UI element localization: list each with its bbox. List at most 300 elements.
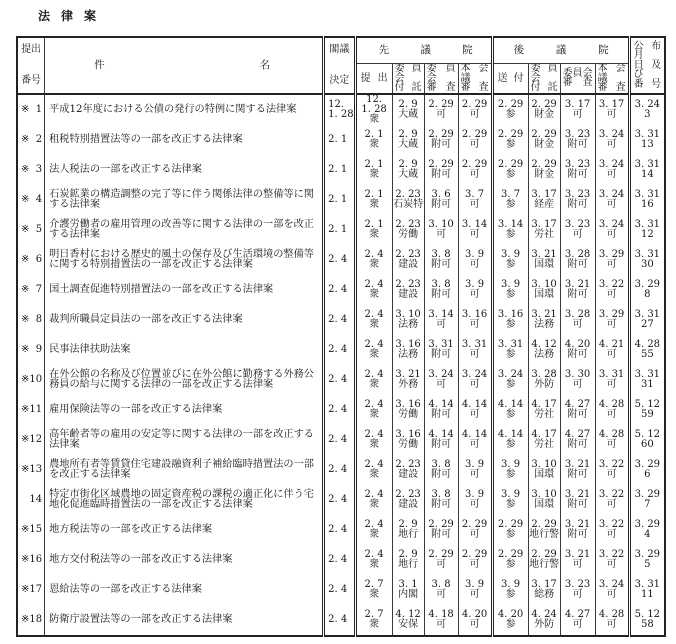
submission-mark: ※: [21, 523, 30, 535]
first-house-plenary-review-line: 4. 14: [461, 429, 488, 441]
bill-name: 地方税法等の一部を改正する法律案: [49, 523, 213, 535]
second-house-committee-review: [560, 515, 595, 545]
first-house-committee-referral-line: 建設: [398, 258, 419, 270]
cabinet-decision-line: 2. 4: [328, 403, 348, 415]
first-house-plenary-review-line: 可: [469, 198, 480, 210]
bill-row: [17, 455, 665, 485]
second-house-committee-review-line: 可: [572, 558, 583, 570]
promulgation-date-number-line: 3. 29: [634, 279, 661, 291]
second-house-committee-review-line: 附可: [567, 348, 588, 360]
second-house-committee-referral-line: 4. 17: [531, 429, 557, 441]
first-house-submitted-line: 2. 1: [364, 219, 384, 231]
second-house-committee-referral-line: 2. 29: [531, 159, 557, 171]
promulgation-date-number-line: 31: [640, 378, 654, 390]
first-house-committee-review-line: 3. 31: [428, 339, 454, 351]
second-house-committee-review-line: 可: [572, 228, 583, 240]
document-title: 法律案: [38, 9, 96, 23]
bill-row: [17, 245, 665, 275]
cabinet-decision: [324, 425, 355, 455]
first-house-committee-referral-line: 地行: [398, 558, 419, 570]
second-house-sent: [492, 335, 528, 365]
bill-number-cell: [17, 94, 45, 125]
first-house-committee-review: [424, 245, 458, 275]
submission-mark: ※: [21, 313, 30, 325]
second-house-plenary-review: [595, 245, 629, 275]
second-house-sent: [492, 125, 528, 155]
second-house-committee-referral: [528, 335, 560, 365]
first-house-submitted: [355, 94, 392, 125]
first-house-committee-review-line: 附可: [431, 468, 452, 480]
bill-row: [17, 425, 665, 455]
first-house-committee-referral-line: 3. 16: [395, 339, 421, 351]
first-house-committee-referral-line: 2. 23: [395, 219, 421, 231]
submission-mark: ※: [21, 163, 30, 175]
submission-number: 10: [29, 373, 43, 385]
promulgation-date-number: [629, 485, 665, 515]
cabinet-decision-line: 2. 4: [328, 583, 348, 595]
header-second-committee-referral-line1: 委員会: [530, 63, 558, 84]
first-house-submitted-line: 衆: [369, 228, 380, 240]
first-house-committee-review-line: 2. 29: [428, 159, 454, 171]
second-house-committee-referral-line: 2. 29: [531, 129, 557, 141]
second-house-sent-line: 参: [505, 618, 516, 630]
second-house-committee-review: [560, 94, 595, 125]
first-house-submitted-line: 衆: [369, 318, 380, 330]
promulgation-date-number-line: 55: [640, 348, 654, 360]
first-house-committee-referral-line: 3. 1: [398, 579, 418, 591]
second-house-committee-review-line: 3. 21: [564, 459, 591, 471]
bill-row: [17, 335, 665, 365]
second-house-plenary-review-line: 4. 28: [598, 399, 625, 411]
bill-number-cell: [17, 275, 45, 305]
second-house-committee-review-line: 4. 27: [564, 609, 591, 621]
header-second-sent: [492, 64, 528, 94]
bill-number: [21, 255, 42, 265]
submission-number: 5: [35, 223, 43, 235]
second-house-committee-referral-line: 財金: [534, 168, 555, 180]
second-house-plenary-review: [595, 215, 629, 245]
submission-mark: ※: [21, 583, 30, 595]
second-house-plenary-review-line: 4. 21: [598, 339, 625, 351]
second-house-plenary-review-line: 可: [606, 498, 617, 510]
second-house-committee-review-line: 3. 21: [564, 549, 591, 561]
promulgation-date-number-line: 5. 12: [634, 609, 661, 621]
second-house-committee-referral-line: 3. 28: [531, 369, 557, 381]
bill-name-cell: [45, 455, 324, 485]
second-house-sent-line: 参: [505, 468, 516, 480]
promulgation-date-number-line: 3. 31: [634, 579, 661, 591]
first-house-plenary-review-line: 3. 31: [461, 339, 488, 351]
second-house-plenary-review-line: 可: [606, 258, 617, 270]
bill-number-cell: [17, 545, 45, 575]
bill-number-cell: [17, 305, 45, 335]
promulgation-date-number-line: 5: [644, 558, 651, 570]
cabinet-decision: [324, 365, 355, 395]
second-house-sent-line: 4. 20: [497, 609, 524, 621]
first-house-committee-review-line: 可: [436, 108, 447, 120]
second-house-committee-review-line: 3. 23: [564, 159, 591, 171]
cabinet-decision-line: 2. 4: [328, 463, 348, 475]
cabinet-decision-line: 2. 4: [328, 253, 348, 265]
first-house-committee-review-line: 附可: [431, 438, 452, 450]
first-house-committee-referral-line: 4. 12: [395, 609, 421, 621]
second-house-plenary-review-line: 可: [606, 318, 617, 330]
first-house-committee-review-line: 3. 8: [431, 489, 451, 501]
promulgation-date-number-line: 12: [640, 228, 654, 240]
second-house-committee-referral-line: 法務: [534, 318, 555, 330]
second-house-plenary-review: [595, 425, 629, 455]
cabinet-decision: [324, 545, 355, 575]
second-house-committee-referral: [528, 575, 560, 605]
bill-number-cell: [17, 365, 45, 395]
bill-name: 防衛庁設置法等の一部を改正する法律案: [49, 613, 233, 625]
first-house-submitted-line: 2. 7: [364, 579, 384, 591]
bill-row: [17, 155, 665, 185]
bill-name-cell: [45, 395, 324, 425]
second-house-committee-referral-line: 3. 17: [531, 189, 557, 201]
second-house-plenary-review: [595, 605, 629, 636]
first-house-committee-referral-line: 建設: [398, 498, 419, 510]
first-house-plenary-review: [458, 395, 492, 425]
first-house-committee-referral-line: 大蔵: [398, 168, 419, 180]
bill-number-cell: [17, 425, 45, 455]
cabinet-decision-line: 2. 4: [328, 613, 348, 625]
first-house-submitted: [355, 425, 392, 455]
cabinet-decision: [324, 455, 355, 485]
second-house-committee-referral-line: 労社: [534, 228, 555, 240]
header-cabinet-line2: 決定: [329, 74, 350, 86]
promulgation-date-number-line: 3: [644, 108, 651, 120]
cabinet-decision: [324, 94, 355, 125]
second-house-committee-referral-line: 国環: [534, 498, 555, 510]
bill-name-cell: [45, 275, 324, 305]
first-house-plenary-review-line: 3. 16: [461, 309, 488, 321]
first-house-submitted-line: 2. 4: [364, 279, 384, 291]
first-house-committee-referral-line: 2. 9: [398, 129, 418, 141]
first-house-plenary-review-line: 可: [469, 138, 480, 150]
second-house-committee-review: [560, 365, 595, 395]
second-house-committee-review-line: 3. 23: [564, 129, 591, 141]
header-second-committee-referral-line2: 付託: [530, 82, 558, 94]
promulgation-date-number: [629, 455, 665, 485]
bill-name: 雇用保険法等の一部を改正する法律案: [49, 403, 223, 415]
bill-name: 介護労働者の雇用管理の改善等に関する法律の一部を改正する法律案: [49, 218, 314, 240]
second-house-sent-line: 3. 31: [497, 339, 524, 351]
first-house-committee-referral: [392, 425, 424, 455]
first-house-submitted-line: 2. 1: [364, 189, 384, 201]
second-house-committee-review-line: 附可: [567, 498, 588, 510]
first-house-committee-referral: [392, 275, 424, 305]
first-house-submitted: [355, 335, 392, 365]
second-house-committee-referral: [528, 485, 560, 515]
bill-number-cell: [17, 455, 45, 485]
second-house-committee-review: [560, 425, 595, 455]
second-house-committee-review-line: 3. 28: [564, 249, 591, 261]
header-bill-name: [45, 37, 324, 94]
bill-number: [21, 615, 42, 625]
first-house-plenary-review-line: 3. 9: [465, 279, 485, 291]
first-house-committee-review-line: 可: [436, 228, 447, 240]
first-house-plenary-review: [458, 455, 492, 485]
first-house-submitted-line: 2. 4: [364, 369, 384, 381]
promulgation-date-number-line: 3. 31: [634, 309, 661, 321]
submission-number: 9: [35, 343, 43, 355]
second-house-plenary-review-line: 4. 28: [598, 609, 625, 621]
second-house-committee-review-line: 可: [572, 108, 583, 120]
first-house-committee-referral-line: 労働: [398, 228, 419, 240]
second-house-committee-review-line: 附可: [567, 258, 588, 270]
first-house-submitted-line: 2. 4: [364, 549, 384, 561]
first-house-plenary-review: [458, 605, 492, 636]
promulgation-date-number-line: 5. 12: [634, 399, 661, 411]
first-house-submitted: [355, 605, 392, 636]
first-house-submitted: [355, 365, 392, 395]
second-house-sent-line: 参: [505, 588, 516, 600]
second-house-sent-line: 参: [505, 108, 516, 120]
first-house-submitted: [355, 215, 392, 245]
promulgation-date-number: [629, 515, 665, 545]
first-house-plenary-review-line: 可: [469, 588, 480, 600]
promulgation-date-number: [629, 365, 665, 395]
second-house-plenary-review-line: 3. 22: [598, 519, 625, 531]
bill-number: [21, 135, 42, 145]
first-house-plenary-review-line: 4. 20: [461, 609, 488, 621]
promulgation-date-number-line: 14: [640, 168, 654, 180]
submission-number: 12: [29, 433, 43, 445]
second-house-plenary-review-line: 可: [606, 288, 617, 300]
second-house-committee-review: [560, 395, 595, 425]
bill-name: 石炭鉱業の構造調整の完了等に伴う関係法律の整備等に関する法律案: [49, 188, 314, 210]
bill-name: 民事法律扶助法案: [49, 343, 131, 355]
first-house-committee-review-line: 可: [436, 588, 447, 600]
bill-number: [21, 105, 42, 115]
second-house-committee-review-line: 附可: [567, 528, 588, 540]
first-house-plenary-review: [458, 425, 492, 455]
first-house-plenary-review-line: 可: [469, 558, 480, 570]
second-house-plenary-review: [595, 395, 629, 425]
submission-number: 15: [29, 523, 43, 535]
second-house-sent: [492, 515, 528, 545]
second-house-committee-referral-line: 労社: [534, 408, 555, 420]
bill-number: [21, 285, 42, 295]
second-house-committee-referral-line: 地行警: [529, 528, 560, 540]
bill-name-cell: [45, 185, 324, 215]
bill-name: 裁判所職員定員法の一部を改正する法律案: [49, 313, 243, 325]
second-house-committee-review-line: 3. 23: [564, 219, 591, 231]
first-house-submitted: [355, 275, 392, 305]
second-house-committee-review-line: 4. 27: [564, 429, 591, 441]
second-house-sent-line: 3. 24: [497, 369, 524, 381]
second-house-committee-referral-line: 3. 17: [531, 219, 557, 231]
first-house-plenary-review-line: 可: [469, 168, 480, 180]
second-house-sent-line: 3. 9: [501, 489, 521, 501]
header-second-committee-review-line2: 審査: [562, 77, 593, 89]
first-house-plenary-review-line: 可: [469, 258, 480, 270]
bill-row: [17, 94, 665, 125]
cabinet-decision-line: 2. 4: [328, 343, 348, 355]
first-house-committee-referral-line: 2. 23: [395, 459, 421, 471]
cabinet-decision: [324, 275, 355, 305]
first-house-committee-referral: [392, 605, 424, 636]
second-house-sent: [492, 455, 528, 485]
second-house-sent-line: 3. 7: [501, 189, 521, 201]
first-house-submitted: [355, 305, 392, 335]
bill-row: [17, 125, 665, 155]
first-house-submitted-line: 2. 4: [364, 339, 384, 351]
second-house-committee-referral-line: 外防: [534, 378, 555, 390]
second-house-committee-review-line: 可: [572, 588, 583, 600]
submission-number: 8: [35, 313, 43, 325]
first-house-plenary-review-line: 2. 29: [461, 519, 488, 531]
second-house-plenary-review-line: 可: [606, 438, 617, 450]
first-house-committee-review-line: 附可: [431, 528, 452, 540]
second-house-committee-referral: [528, 605, 560, 636]
first-house-committee-review-line: 附可: [431, 198, 452, 210]
first-house-committee-referral-line: 2. 9: [398, 549, 418, 561]
first-house-submitted: [355, 485, 392, 515]
first-house-committee-referral-line: 地行: [398, 528, 419, 540]
second-house-committee-review-line: 附可: [567, 168, 588, 180]
bill-row: [17, 275, 665, 305]
submission-number: 14: [29, 493, 43, 505]
first-house-plenary-review-line: 3. 9: [465, 579, 485, 591]
first-house-committee-referral-line: 2. 9: [398, 99, 418, 111]
second-house-sent-line: 参: [505, 408, 516, 420]
second-house-committee-referral: [528, 515, 560, 545]
first-house-committee-review-line: 附可: [431, 498, 452, 510]
second-house-sent-line: 参: [505, 198, 516, 210]
promulgation-date-number-line: 3. 31: [634, 219, 661, 231]
promulgation-date-number-line: 3. 31: [634, 129, 661, 141]
first-house-committee-review: [424, 365, 458, 395]
first-house-committee-referral: [392, 455, 424, 485]
first-house-committee-review-line: 3. 8: [431, 459, 451, 471]
first-house-committee-referral: [392, 395, 424, 425]
bill-name-cell: [45, 515, 324, 545]
promulgation-date-number-line: 3. 29: [634, 519, 661, 531]
second-house-plenary-review: [595, 455, 629, 485]
submission-number: 2: [35, 133, 43, 145]
promulgation-date-number-line: 3. 29: [634, 549, 661, 561]
first-house-committee-review-line: 附可: [431, 408, 452, 420]
submission-mark: ※: [21, 223, 30, 235]
bill-number-cell: [17, 395, 45, 425]
bill-row: [17, 365, 665, 395]
second-house-committee-referral: [528, 94, 560, 125]
bill-row: [17, 515, 665, 545]
first-house-committee-review-line: 2. 29: [428, 519, 454, 531]
second-house-committee-review-line: 附可: [567, 288, 588, 300]
second-house-committee-review-line: 3. 17: [564, 99, 591, 111]
second-house-plenary-review: [595, 275, 629, 305]
cabinet-decision: [324, 245, 355, 275]
second-house-committee-referral-line: 4. 12: [531, 339, 557, 351]
second-house-committee-review-line: 3. 23: [564, 189, 591, 201]
second-house-sent-line: 参: [505, 348, 516, 360]
first-house-submitted-line: 2. 4: [364, 249, 384, 261]
first-house-plenary-review-line: 3. 9: [465, 249, 485, 261]
second-house-plenary-review-line: 可: [606, 348, 617, 360]
first-house-committee-referral: [392, 155, 424, 185]
second-house-plenary-review: [595, 545, 629, 575]
submission-mark: ※: [21, 283, 30, 295]
second-house-plenary-review-line: 可: [606, 408, 617, 420]
cabinet-decision: [324, 605, 355, 636]
second-house-sent-line: 3. 16: [497, 309, 524, 321]
cabinet-decision: [324, 155, 355, 185]
first-house-plenary-review-line: 3. 9: [465, 459, 485, 471]
table-header: [17, 37, 665, 94]
second-house-committee-review-line: 4. 20: [564, 339, 591, 351]
second-house-committee-referral-line: 労社: [534, 438, 555, 450]
second-house-sent-line: 参: [505, 318, 516, 330]
bill-name-cell: [45, 365, 324, 395]
cabinet-decision-line: 2. 4: [328, 313, 348, 325]
first-house-submitted-line: 衆: [369, 588, 380, 600]
first-house-committee-referral: [392, 545, 424, 575]
submission-mark: ※: [21, 553, 30, 565]
bill-number: [21, 435, 42, 445]
second-house-committee-review: [560, 335, 595, 365]
first-house-committee-review-line: 4. 14: [428, 399, 454, 411]
bill-name: 農地所有者等賃貸住宅建設融資利子補給臨時措置法の一部を改正する法律案: [49, 458, 314, 480]
bill-name: 平成12年度における公債の発行の特例に関する法律案: [49, 103, 297, 115]
first-house-committee-referral-line: 3. 10: [395, 309, 421, 321]
cabinet-decision-line: 2. 1: [328, 133, 348, 145]
first-house-committee-review-line: 附可: [431, 138, 452, 150]
second-house-sent-line: 3. 9: [501, 459, 521, 471]
bill-name-cell: [45, 215, 324, 245]
promulgation-date-number-line: 7: [644, 498, 651, 510]
first-house-committee-review-line: 附可: [431, 168, 452, 180]
promulgation-date-number-line: 58: [640, 618, 654, 630]
first-house-committee-referral-line: 石炭特: [393, 198, 424, 210]
second-house-committee-review-line: 3. 30: [564, 369, 591, 381]
header-second-sent-label: 送付: [497, 72, 524, 84]
submission-number: 17: [29, 583, 43, 595]
second-house-plenary-review-line: 可: [606, 198, 617, 210]
first-house-submitted-line: 衆: [369, 378, 380, 390]
second-house-plenary-review: [595, 515, 629, 545]
first-house-plenary-review: [458, 155, 492, 185]
second-house-plenary-review-line: 3. 17: [598, 99, 625, 111]
first-house-committee-review-line: 3. 24: [428, 369, 454, 381]
second-house-committee-review-line: 3. 28: [564, 309, 591, 321]
header-second-committee-review-line1: 委員会: [562, 67, 593, 79]
first-house-submitted: [355, 185, 392, 215]
header-promulgation-line1: 公布月: [633, 40, 662, 62]
first-house-submitted-line: 衆: [369, 348, 380, 360]
first-house-submitted-line: 1. 28: [361, 103, 387, 115]
first-house-committee-review: [424, 395, 458, 425]
first-house-submitted: [355, 155, 392, 185]
promulgation-date-number: [629, 545, 665, 575]
first-house-committee-review-line: 3. 10: [428, 219, 454, 231]
cabinet-decision-line: 2. 4: [328, 553, 348, 565]
first-house-submitted: [355, 245, 392, 275]
cabinet-decision: [324, 125, 355, 155]
first-house-committee-review-line: 可: [436, 558, 447, 570]
first-house-plenary-review: [458, 485, 492, 515]
bill-name-cell: [45, 94, 324, 125]
header-second-house-label: 後議院: [513, 43, 609, 56]
bill-name-cell: [45, 425, 324, 455]
bill-number-cell: [17, 605, 45, 636]
header-second-plenary-review: [595, 64, 629, 94]
second-house-sent-line: 2. 29: [497, 549, 524, 561]
cabinet-decision: [324, 515, 355, 545]
second-house-committee-referral-line: 財金: [534, 108, 555, 120]
